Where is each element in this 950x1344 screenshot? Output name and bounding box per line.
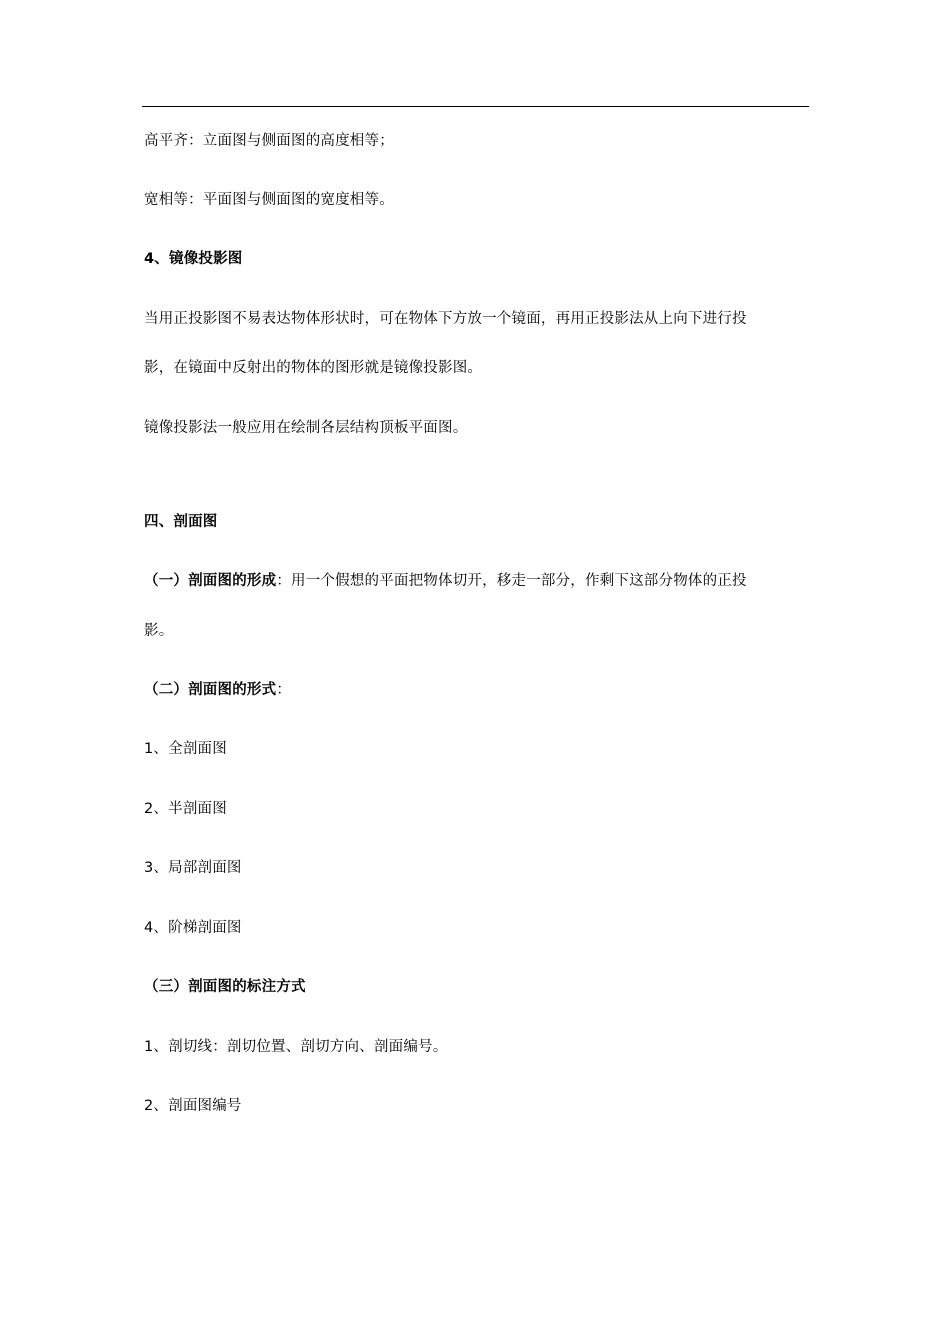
paragraph-section-formation-line1 [144, 571, 747, 591]
list-item-section-number: 2、剖面图编号 [144, 1098, 242, 1114]
section-formation-text: ：用一个假想的平面把物体切开，移走一部分，作剩下这部分物体的正投 [276, 573, 747, 589]
heading-section-views: 四、剖面图 [144, 514, 218, 530]
list-item-stepped-section: 4、阶梯剖面图 [144, 920, 242, 936]
heading-mirror-projection: 4、镜像投影图 [144, 251, 243, 267]
paragraph-width-equal: 宽相等：平面图与侧面图的宽度相等。 [144, 192, 394, 208]
paragraph-mirror-usage: 镜像投影法一般应用在绘制各层结构顶板平面图。 [144, 420, 468, 436]
list-item-cutting-line: 1、剖切线：剖切位置、剖切方向、剖面编号。 [144, 1039, 448, 1055]
heading-section-marking: （三）剖面图的标注方式 [144, 979, 306, 995]
section-forms-label: （二）剖面图的形式 [144, 682, 277, 698]
list-item-full-section: 1、全剖面图 [144, 741, 227, 757]
paragraph-section-formation-line2: 影。 [144, 623, 174, 639]
heading-section-forms [144, 680, 291, 700]
header-rule [142, 106, 809, 107]
list-item-half-section: 2、半剖面图 [144, 801, 227, 817]
paragraph-mirror-definition-line1: 当用正投影图不易表达物体形状时，可在物体下方放一个镜面，再用正投影法从上向下进行投 [144, 311, 747, 327]
section-formation-label: （一）剖面图的形成 [144, 573, 277, 589]
paragraph-height-alignment: 高平齐：立面图与侧面图的高度相等； [144, 133, 394, 149]
paragraph-mirror-definition-line2: 影，在镜面中反射出的物体的图形就是镜像投影图。 [144, 360, 483, 376]
section-forms-colon: ： [276, 682, 292, 698]
list-item-partial-section: 3、局部剖面图 [144, 860, 242, 876]
